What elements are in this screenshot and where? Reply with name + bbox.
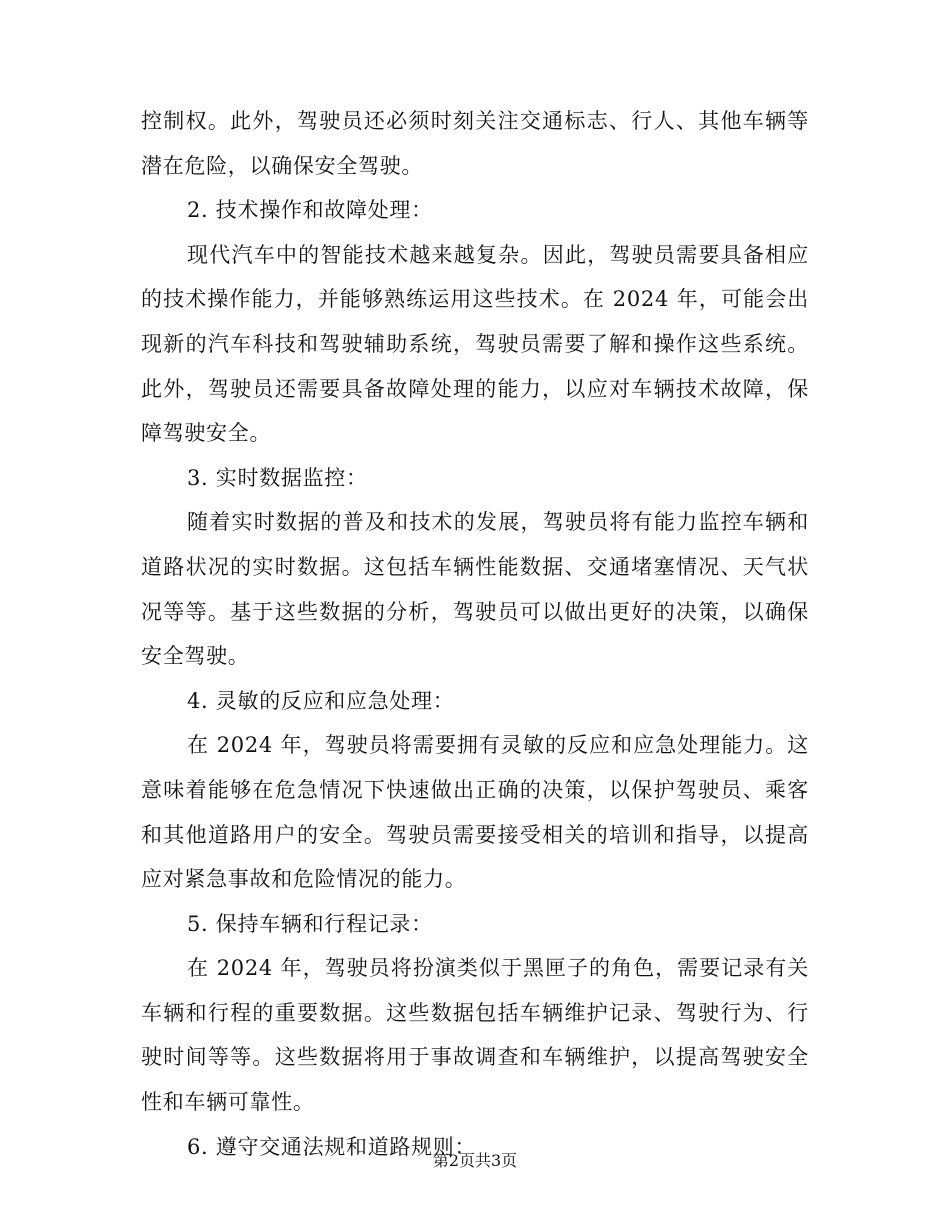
paragraph-realtime-data: 随着实时数据的普及和技术的发展，驾驶员将有能力监控车辆和道路状况的实时数据。这包括车辆性能数据、交通堵塞情况、天气状况等等。基于这些数据的分析，驾驶员可以做出更好的决策，以确保安全驾驶。 <box>141 510 809 669</box>
paragraph-emergency-response: 在 2024 年，驾驶员将需要拥有灵敏的反应和应急处理能力。这意味着能够在危急情况下快速做出正确的决策，以保护驾驶员、乘客和其他道路用户的安全。驾驶员需要接受相关的培训和指导，以提高应对紧急事故和危险情况的能力。 <box>141 733 809 892</box>
section-heading-4: 4. 灵敏的反应和应急处理： <box>187 688 455 713</box>
section-heading-5: 5. 保持车辆和行程记录： <box>187 911 433 936</box>
document-body <box>141 99 809 1169</box>
section-heading-6: 6. 遵守交通法规和道路规则： <box>187 1134 477 1159</box>
section-heading-2: 2. 技术操作和故障处理： <box>187 198 433 223</box>
section-heading-3: 3. 实时数据监控： <box>187 465 368 490</box>
page-number-footer: 第2页共3页 <box>432 1151 518 1170</box>
paragraph-continued: 控制权。此外，驾驶员还必须时刻关注交通标志、行人、其他车辆等潜在危险，以确保安全驾驶。 <box>141 109 809 178</box>
paragraph-tech-operation: 现代汽车中的智能技术越来越复杂。因此，驾驶员需要具备相应的技术操作能力，并能够熟练运用这些技术。在 2024 年，可能会出现新的汽车科技和驾驶辅助系统，驾驶员需要了解和操作这些系统。此外，驾驶员还需要具备故障处理的能力，以应对车辆技术故障，保障驾驶安全。 <box>141 242 809 446</box>
paragraph-vehicle-records: 在 2024 年，驾驶员将扮演类似于黑匣子的角色，需要记录有关车辆和行程的重要数据。这些数据包括车辆维护记录、驾驶行为、行驶时间等等。这些数据将用于事故调查和车辆维护，以提高驾驶安全性和车辆可靠性。 <box>141 956 809 1115</box>
